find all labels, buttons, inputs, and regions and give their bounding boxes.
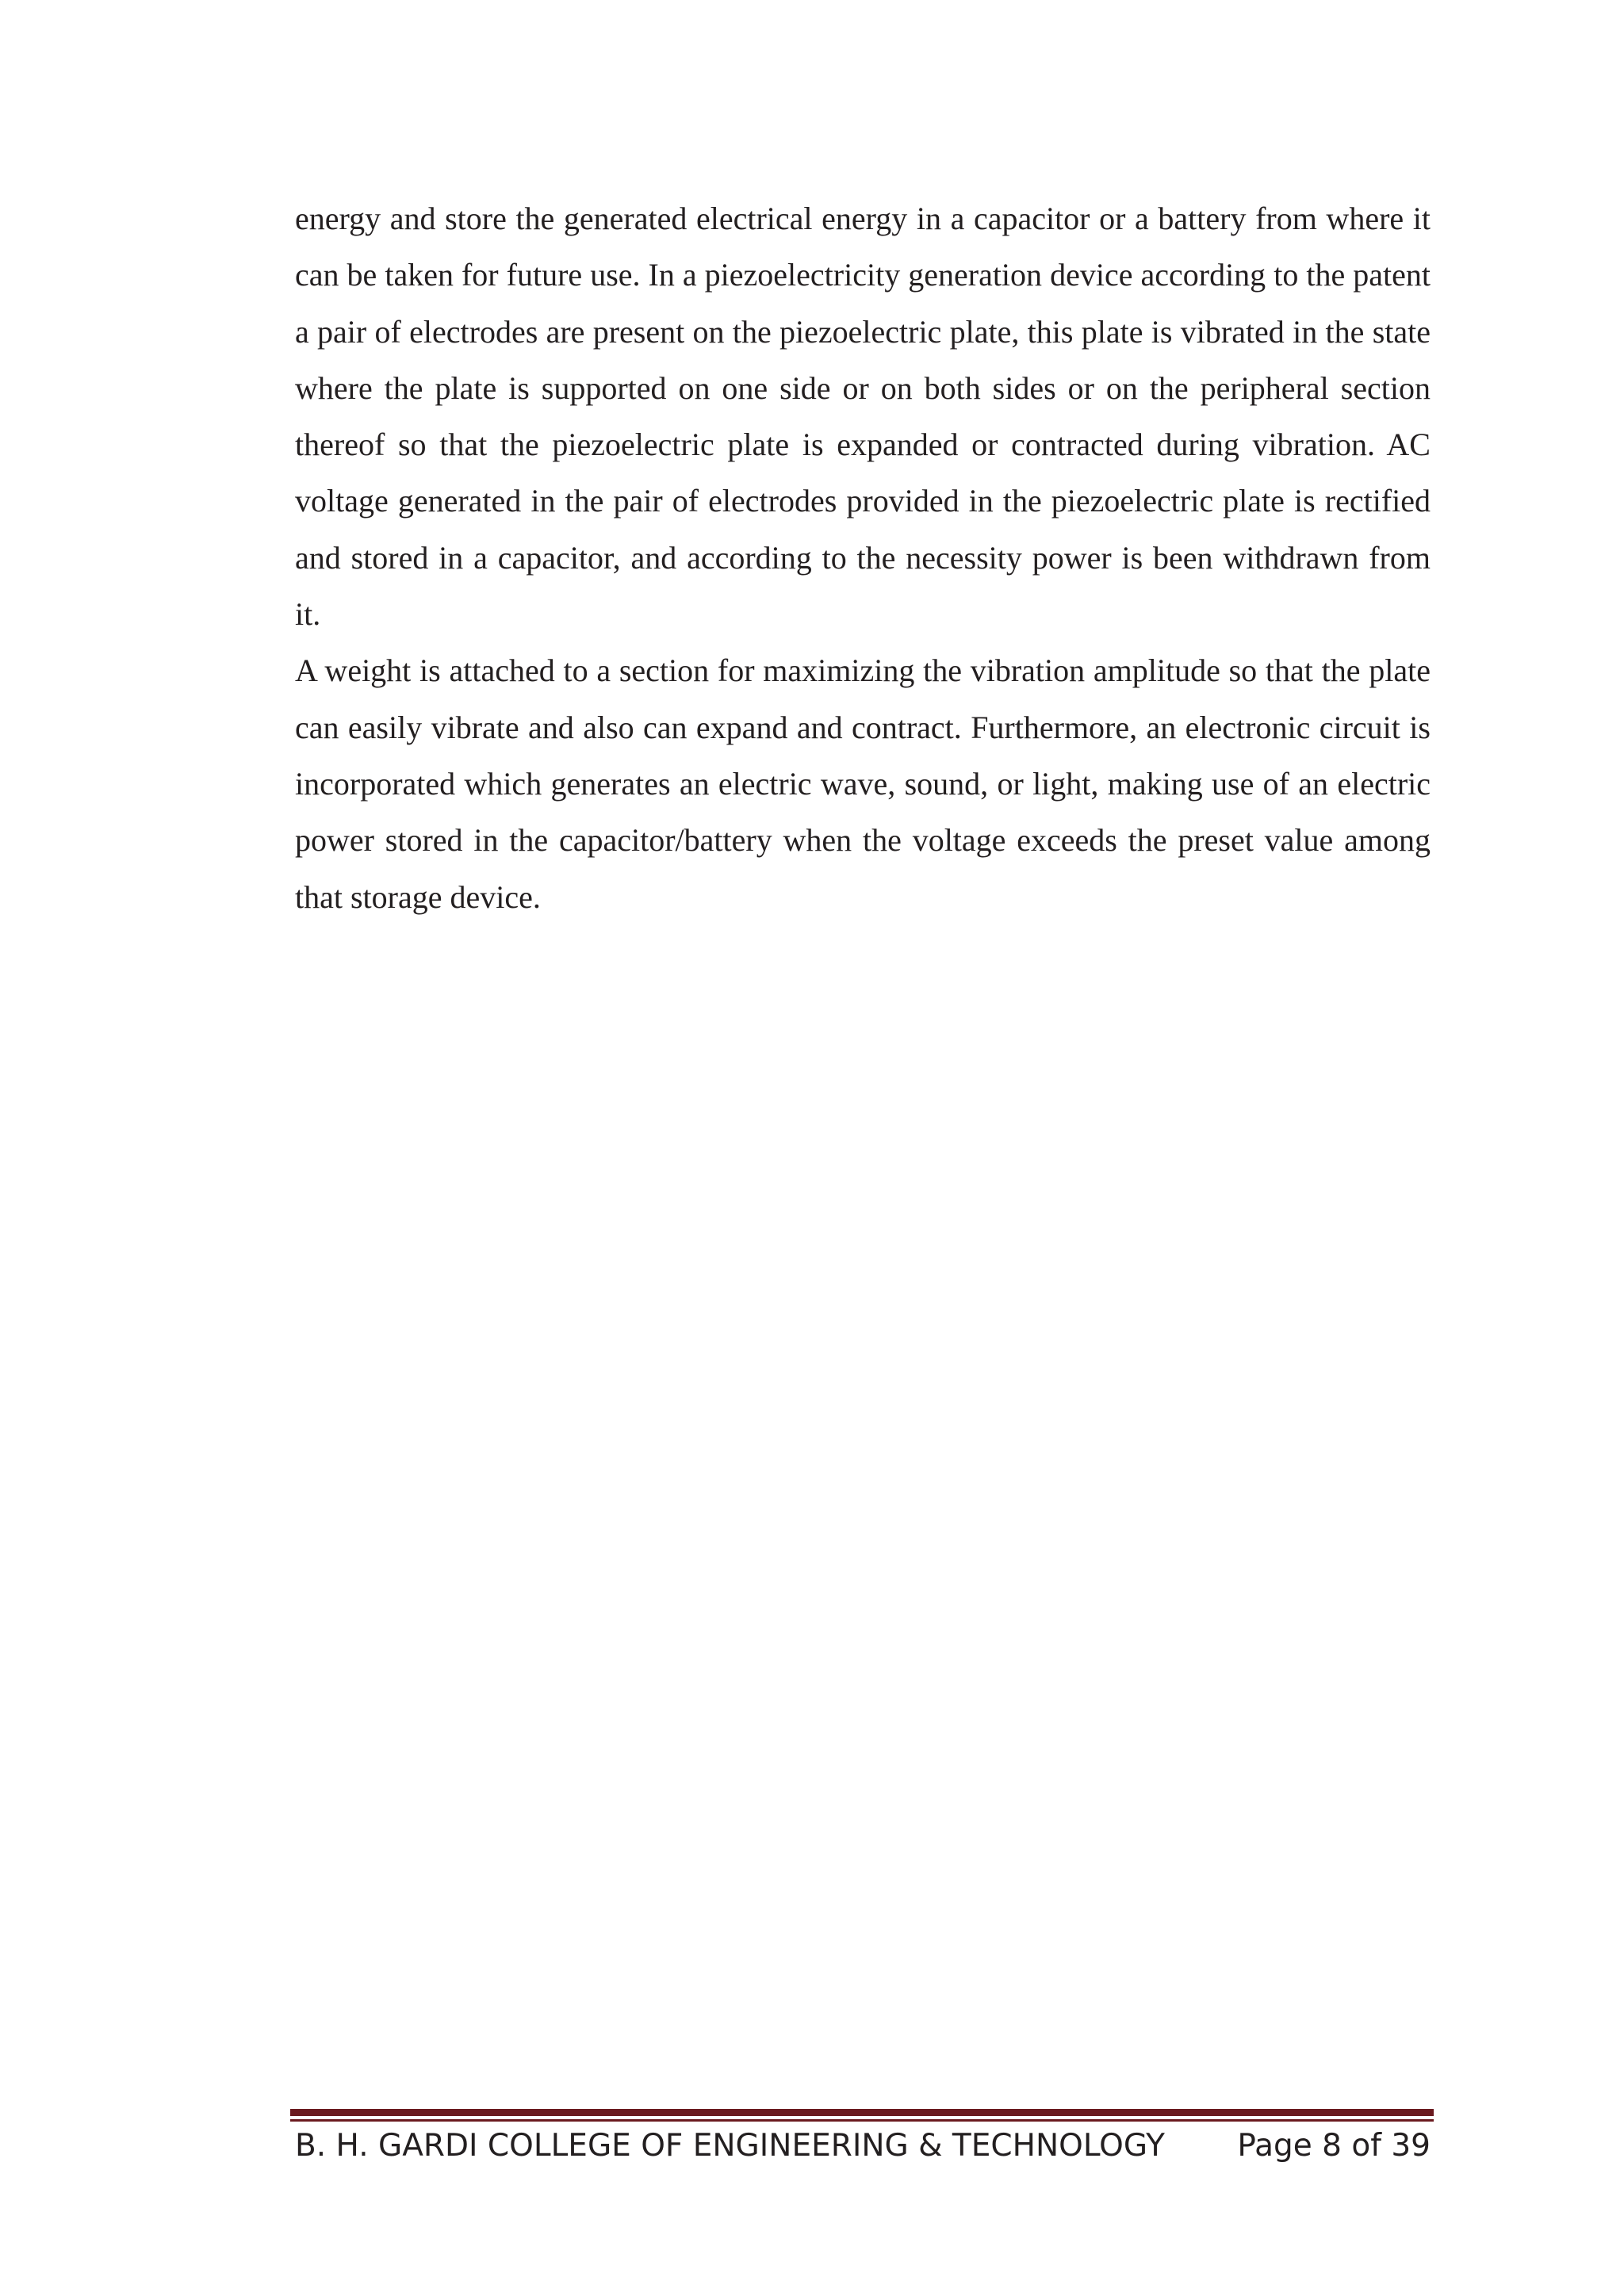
paragraph-1: energy and store the generated electrical energy in a capacitor or a battery from where it can be taken for future use. In a piezoelectricity generation device according to the patent a pair of electrodes are present on the piezoelectric plate, this plate is vibrated in the state where the plate is supported on one side or on both sides or on the peripheral section thereof so that the piezoelectric plate is expanded or contracted during vibration. AC voltage generated in the pair of electrodes provided in the piezoelectric plate is rectified and stored in a capacitor, and according to the necessity power is been withdrawn from it. xyxy=(295,201,1431,633)
paragraph-2: A weight is attached to a section for maximizing the vibration amplitude so that the plate can easily vibrate and also can expand and contract. Furthermore, an electronic circuit is incorporated which generates an electric wave, sound, or light, making use of an electric power stored in the capacitor/battery when the voltage exceeds the preset value among that storage device. xyxy=(295,652,1431,915)
body-text xyxy=(295,190,1431,925)
footer-page-number: Page 8 of 39 xyxy=(1237,2127,1431,2164)
page-footer xyxy=(295,2122,1431,2169)
footer-rule-thick xyxy=(290,2109,1434,2116)
footer-institution: B. H. GARDI COLLEGE OF ENGINEERING & TECHNOLOGY xyxy=(295,2127,1165,2164)
footer-rule xyxy=(290,2109,1434,2122)
